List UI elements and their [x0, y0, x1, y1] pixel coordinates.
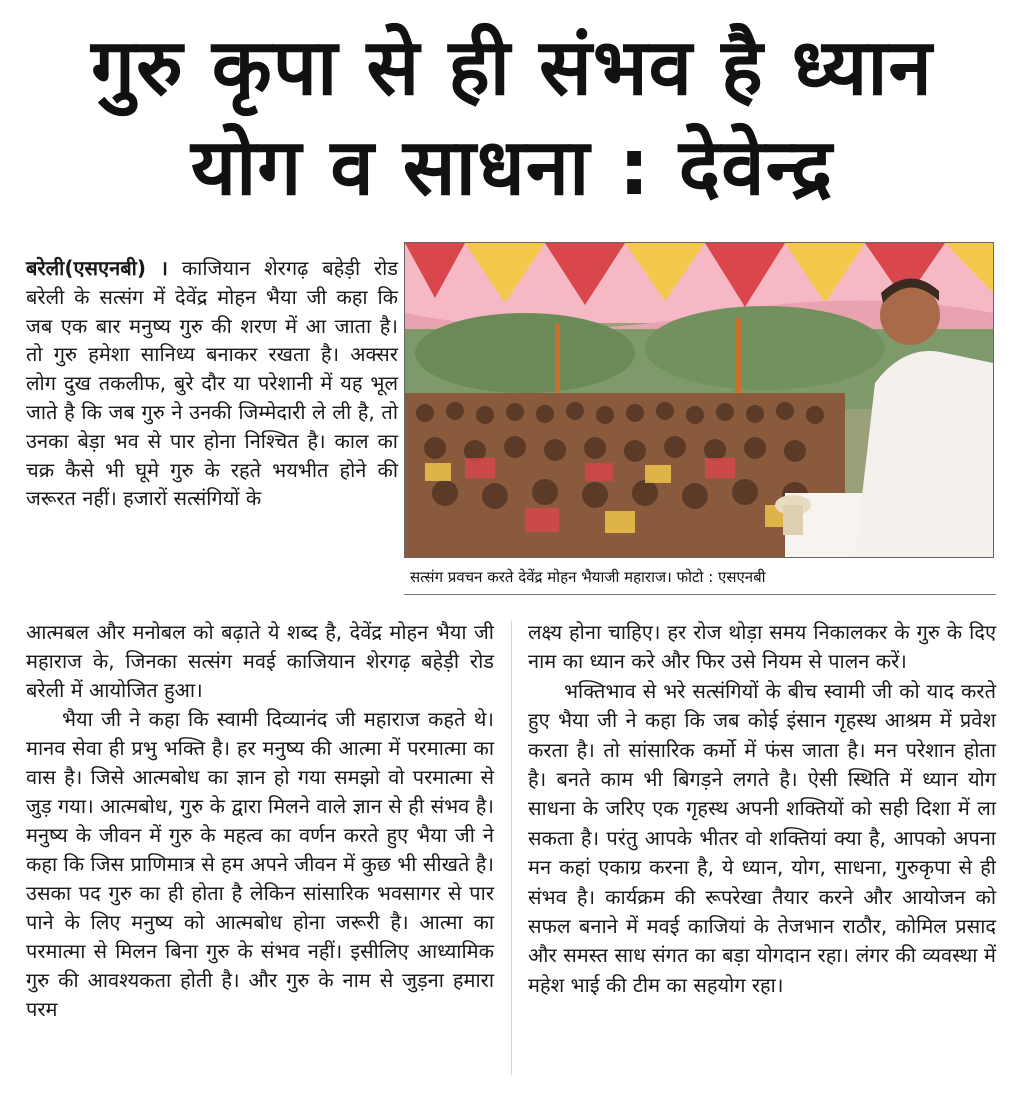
article-column-left-bottom: [26, 618, 494, 1024]
photo-caption: सत्संग प्रवचन करते देवेंद्र मोहन भैयाजी महाराज। फोटो : एसएनबी: [410, 568, 766, 586]
paragraph-3: भक्तिभाव से भरे सत्संगियों के बीच स्वामी जी को याद करते हुए भैया जी ने कहा कि जब कोई इंसान गृहस्थ आश्रम में प्रवेश करता है। तो सांसारिक कर्मो में फंस जाता है। मन परेशान होता है। बनते काम भी बिगड़ने लगते है। ऐसी स्थिति में ध्यान योग साधना के जरिए एक गृहस्थ अपनी शक्तियों को सही दिशा में ला सकता है। परंतु आपके भीतर वो शक्तियां क्या है, आपको अपना मन कहां एकाग्र करना है, ये ध्यान, योग, साधना, गुरुकृपा से ही संभव है। कार्यक्रम की रूपरेखा तैयार करने और आयोजन को सफल बनाने में मवई काजियां के तेजभान राठौर, कोमिल प्रसाद और समस्त साध संगत का बड़ा योगदान रहा। लंगर की व्यवस्था में महेश भाई की टीम का सहयोग रहा।: [528, 678, 997, 997]
caption-divider: [404, 594, 996, 595]
paragraph-1: [26, 254, 398, 513]
column-separator: [511, 620, 512, 1075]
headline-line-1: गुरु कृपा से ही संभव है ध्यान: [91, 23, 933, 113]
dateline: बरेली(एसएनबी) ।: [26, 256, 168, 280]
headline-line-2: योग व साधना : देवेन्द्र: [190, 123, 834, 213]
paragraph-2-continued: लक्ष्य होना चाहिए। हर रोज थोड़ा समय निकालकर के गुरु के दिए नाम का ध्यान करे और फिर उसे नियम से पालन करें।: [528, 620, 996, 674]
paragraph-1-text: काजियान शेरगढ़ बहेड़ी रोड बरेली के सत्संग में देवेंद्र मोहन भैया जी कहा कि जब एक बार मनुष्य गुरु की शरण में आ जाता है। तो गुरु हमेशा सानिध्य बनाकर रखता है। अक्सर लोग दुख तकलीफ, बुरे दौर या परेशानी में यह भूल जाते है कि जब गुरु ने उनकी जिम्मेदारी ले ली है, तो उनका बेड़ा भव से पार होना निश्चित है। काल का चक्र कैसे भी घूमे गुरु के रहते भयभीत होने की जरूरत नहीं। हजारों सत्संगियों के: [26, 256, 399, 511]
event-photo-illustration: [405, 243, 993, 557]
paragraph-1-continued: आत्मबल और मनोबल को बढ़ाते ये शब्द है, देवेंद्र मोहन भैया जी महाराज के, जिनका सत्संग मवई काजियान शेरगढ़ बहेड़ी रोड बरेली में आयोजित हुआ।: [26, 620, 494, 702]
headline: [0, 18, 1024, 218]
article-column-left-top: [26, 254, 398, 513]
paragraph-2: भैया जी ने कहा कि स्वामी दिव्यानंद जी महाराज कहते थे। मानव सेवा ही प्रभु भक्ति है। हर मनुष्य की आत्मा में परमात्मा का वास है। जिसे आत्मबोध का ज्ञान हो गया समझो वो परमात्मा से जुड़ गया। आत्मबोध, गुरु के द्वारा मिलने वाले ज्ञान से ही संभव है। मनुष्य के जीवन में गुरु के महत्व का वर्णन करते हुए भैया जी ने कहा कि जिस प्राणिमात्र से हम अपने जीवन में कुछ भी सीखते है। उसका पद गुरु का ही होता है लेकिन सांसारिक भवसागर से पार पाने के लिए मनुष्य को आत्मबोध होना जरूरी है। आत्मा का परमात्मा से मिलन बिना गुरु के संभव नहीं। इसीलिए आध्यामिक गुरु की आवश्यकता होती है। और गुरु के नाम से जुड़ना हमारा परम: [26, 707, 494, 1021]
article-column-right: [528, 618, 996, 1000]
event-photo: [404, 242, 994, 558]
